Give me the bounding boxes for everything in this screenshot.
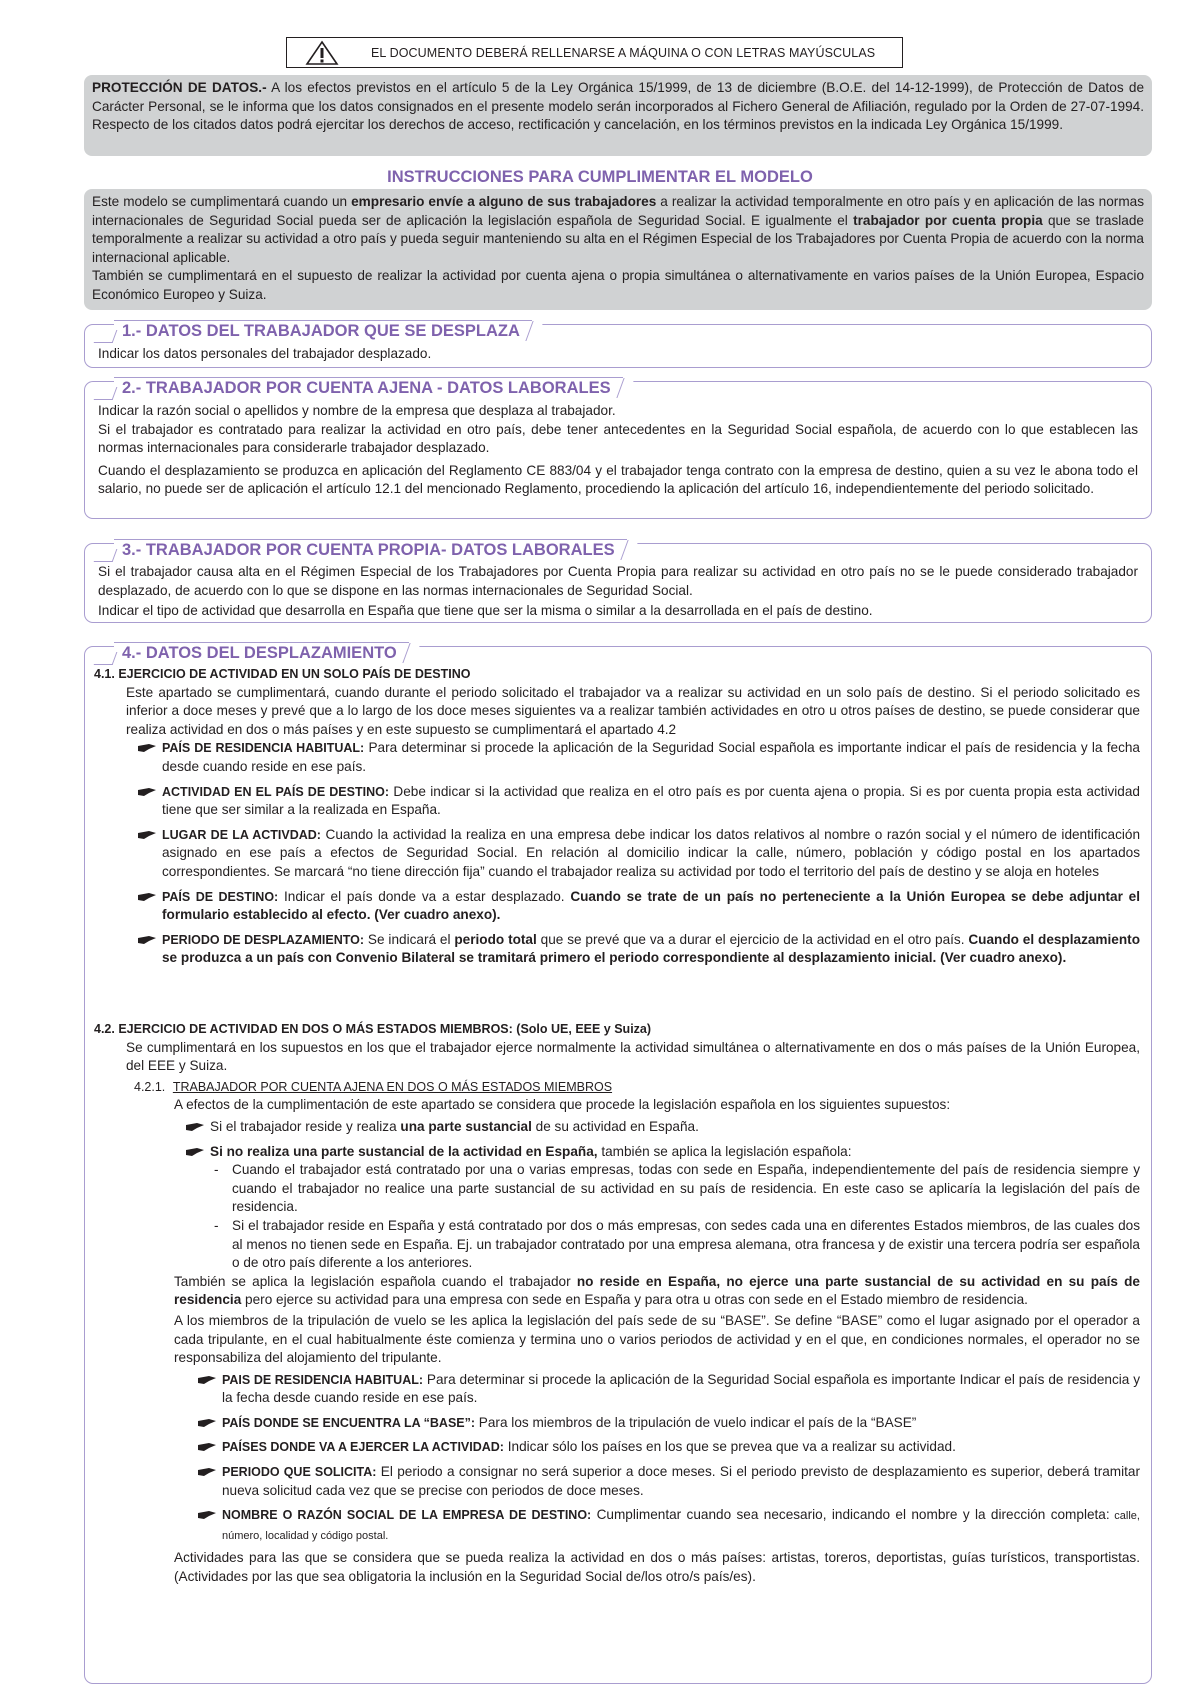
warning-triangle-icon [305,40,339,66]
bullet-paises-actividad: PAÍSES DONDE VA A EJERCER LA ACTIVIDAD: Indicar sólo los países en los que se prevea que va a realizar su actividad. [198,1438,1140,1457]
section-3-body [98,563,1138,621]
pointing-hand-icon [138,787,156,797]
bullet-lugar-actividad: LUGAR DE LA ACTIVDAD: Cuando la actividad la realiza en una empresa debe indicar los datos relativos al nombre o razón social y el número de identificación asignado en ese país a efectos de Seguridad Social. En relación al domicilio indicar la calle, número, población y código postal en los apartados correspondientes. Se marcará “no tiene dirección fija” cuando el trabajador realiza su actividad por todo el territorio del país de destino y se aloja en hoteles [138,826,1140,882]
section-2-paragraph: Cuando el desplazamiento se produzca en aplicación del Reglamento CE 883/04 y el trabajador tenga contrato con la empresa de destino, quien a su vez le abona todo el salario, no puede ser de aplicación el artículo 12.1 del mencionado Reglamento, procediendo la aplicación del artículo 16, independientemente del periodo solicitado. [98,462,1138,497]
subsection-4-2-1-intro: A efectos de la cumplimentación de este apartado se considera que procede la legislación española en los siguientes supuestos: [174,1097,951,1113]
section-2-paragraph: Si el trabajador es contratado para realizar la actividad en otro país, debe tener antecedentes en la Seguridad Social española, de acuerdo con lo que establecen las normas internacionales para considerarle trabajador desplazado. [98,421,1138,456]
data-protection-text: PROTECCIÓN DE DATOS.- A los efectos previstos en el artículo 5 de la Ley Orgánica 15/1999, de 13 de diciembre (B.O.E. del 14-12-1999), de Protección de Datos de Carácter Personal, se le informa que los datos consignados en el presente modelo serán incorporados al Fichero General de Afiliación, regulado por la Orden de 27-07-1994. Respecto de los citados datos podrá ejercitar los derechos de acceso, rectificación y cancelación, en los términos previstos en la indicada Ley Orgánica 15/1999. [92,80,1144,133]
section-1-text: Indicar los datos personales del trabajador desplazado. [98,346,432,361]
section-3-paragraph: Indicar el tipo de actividad que desarrolla en España que tiene que ser la misma o similar a la desarrollada en el país de destino. [98,603,873,619]
bullet-pais-destino: PAÍS DE DESTINO: Indicar el país donde va a estar desplazado. Cuando se trate de un país no perteneciente a la Unión Europea se debe adjuntar el formulario establecido al efecto. (Ver cuadro anexo). [138,888,1140,925]
bullet-pais-residencia: PAÍS DE RESIDENCIA HABITUAL: Para determinar si procede la aplicación de la Seguridad Social española es importante indicar el país de residencia y la fecha desde cuando reside en ese país. [138,739,1140,776]
subsection-4-2-intro: Se cumplimentará en los supuestos en los que el trabajador ejerce normalmente la actividad simultánea o alternativamente en dos o más países de la Unión Europea, del EEE y Suiza. [126,1039,1140,1074]
activities-paragraph: Actividades para las que se considera que se pueda realiza la actividad en dos o más países: artistas, toreros, deportistas, guías turísticos, transportistas. (Actividades por las que sea obligatoria la inclusión en la Seguridad Social de/los otro/s país/es). [174,1550,1140,1585]
bullet-periodo-desplazamiento: PERIODO DE DESPLAZAMIENTO: Se indicará el periodo total que se prevé que va a durar el ejercicio de la actividad en el otro país. Cuando el desplazamiento se produzca a un país con Convenio Bilateral se tramitará primero el periodo correspondiente al desplazamiento inicial. (Ver cuadro anexo). [138,931,1140,968]
bullet-actividad-destino: ACTIVIDAD EN EL PAÍS DE DESTINO: Debe indicar si la actividad que realiza en el otro país es por cuenta ajena o propia. Si es por cuenta propia esta actividad tiene que ser similar a la realizada en España. [138,783,1140,820]
section-3-paragraph: Si el trabajador causa alta en el Régimen Especial de los Trabajadores por Cuenta Propia para realizar su actividad en otro país no se le puede considerado trabajador desplazado, de acuerdo con lo que se dispone en las normas internacionales de Seguridad Social. [98,564,1138,598]
bullet-pais-residencia-habitual: PAIS DE RESIDENCIA HABITUAL: Para determinar si procede la aplicación de la Seguridad Social española es importante Indicar el país de residencia y la fecha desde cuando reside en ese país. [198,1371,1140,1408]
section-2-title: 2.- TRABAJADOR POR CUENTA AJENA - DATOS LABORALES [114,377,623,397]
pointing-hand-icon [138,743,156,753]
instructions-box [84,189,1152,310]
pointing-hand-icon [138,935,156,945]
subsection-4-1-intro: Este apartado se cumplimentará, cuando durante el periodo solicitado el trabajador va a realizar su actividad en un solo país de destino. Si el periodo solicitado es inferior a doce meses y prevé que a lo largo de los doce meses siguientes va a realizar también actividades en otro u otros países de destino, se puede considerar que realiza actividad en dos o más países y en este supuesto se cumplimentará el apartado 4.2 [126,684,1140,737]
section-4-1 [94,665,1140,968]
section-2-paragraph: Indicar la razón social o apellidos y nombre de la empresa que desplaza al trabajador. [98,403,616,418]
pointing-hand-icon [186,1122,204,1132]
also-applies-paragraph: También se aplica la legislación española cuando el trabajador no reside en España, no ejerce una parte sustancial de su actividad en su país de residencia pero ejerce su actividad para una empresa con sede en España y para otra u otras con sede en el Estado miembro de residencia. [174,1273,1140,1308]
dash-item: - Si el trabajador reside en España y está contratado por dos o más empresas, con sedes cada una en diferentes Estados miembros, de las cuales dos al menos no tienen sede en España. Ej. un trabajador contratado por una empresa alemana, otra francesa y de existir una tercera podría ser española o de otro país diferente a los anteriores. [210,1217,1140,1273]
notice-text: EL DOCUMENTO DEBERÁ RELLENARSE A MÁQUINA O CON LETRAS MAYÚSCULAS [371,46,876,60]
pointing-hand-icon [198,1418,216,1428]
subsection-4-2-1-title: 4.2.1. TRABAJADOR POR CUENTA AJENA EN DOS O MÁS ESTADOS MIEMBROS [134,1079,613,1094]
bullet-pais-base: PAÍS DONDE SE ENCUENTRA LA “BASE”: Para los miembros de la tripulación de vuelo indicar el país de la “BASE” [198,1414,1140,1433]
pointing-hand-icon [198,1442,216,1452]
section-3-title: 3.- TRABAJADOR POR CUENTA PROPIA- DATOS LABORALES [114,539,627,559]
pointing-hand-icon [198,1467,216,1477]
bullet-periodo-solicita: PERIODO QUE SOLICITA: El periodo a consignar no será superior a doce meses. Si el periodo previsto de desplazamiento es superior, deberá tramitar nueva solicitud cada vez que se precise con periodos de doce meses. [198,1463,1140,1500]
section-1-title: 1.- DATOS DEL TRABAJADOR QUE SE DESPLAZA [114,320,532,340]
pointing-hand-icon [138,892,156,902]
bullet-empresa-destino: NOMBRE O RAZÓN SOCIAL DE LA EMPRESA DE DESTINO: Cumplimentar cuando sea necesario, indicando el nombre y la dirección completa: calle, número, localidad y código postal. [198,1506,1140,1545]
dash-item: - Cuando el trabajador está contratado por una o varias empresas, todas con sede en España, independientemente del país de residencia siempre y cuando el trabajador no realice una parte sustancial de su actividad en su país de residencia. En este caso se aplicaría la legislación del país de residencia. [210,1161,1140,1217]
pointing-hand-icon [186,1147,204,1157]
bullet-reside-espana: Si el trabajador reside y realiza una parte sustancial de su actividad en España. [186,1118,1140,1137]
data-protection-box [84,75,1152,156]
instructions-paragraph-2: También se cumplimentará en el supuesto de realizar la actividad por cuenta ajena o propia simultánea o alternativamente en varios países de la Unión Europea, Espacio Económico Europeo y Suiza. [92,268,1144,302]
section-4-title: 4.- DATOS DEL DESPLAZAMIENTO [114,642,409,662]
instructions-paragraph-1: Este modelo se cumplimentará cuando un empresario envíe a alguno de sus trabajadores a realizar la actividad temporalmente en otro país y en aplicación de las normas internacionales de Seguridad Social pueda ser de aplicación la legislación española de Seguridad Social. E igualmente el trabajador por cuenta propia que se traslade temporalmente a realizar su actividad a otro país y pueda seguir manteniendo su alta en el Régimen Especial de los Trabajadores por Cuenta Propia de acuerdo con la norma internacional aplicable. [92,194,1144,265]
subsection-4-2-title: 4.2. EJERCICIO DE ACTIVIDAD EN DOS O MÁS ESTADOS MIEMBROS: (Solo UE, EEE y Suiza) [94,1022,652,1036]
typing-notice-banner [286,37,903,68]
flight-crew-paragraph: A los miembros de la tripulación de vuelo se les aplica la legislación del país sede de su “BASE”. Se define “BASE” como el lugar asignado por el operador a cada tripulante, en el cual habitualmente éste comienza y termina uno o varios periodos de actividad y en el que, en condiciones normales, el operador no se responsabiliza del alojamiento del tripulante. [174,1312,1140,1366]
pointing-hand-icon [138,830,156,840]
subsection-4-1-title: 4.1. EJERCICIO DE ACTIVIDAD EN UN SOLO PAÍS DE DESTINO [94,667,471,681]
pointing-hand-icon [198,1510,216,1520]
section-2-body [98,402,1138,499]
section-4-2 [94,1020,1140,1587]
pointing-hand-icon [198,1375,216,1385]
instructions-title: INSTRUCCIONES PARA CUMPLIMENTAR EL MODELO [387,168,813,186]
bullet-no-parte-sustancial: Si no realiza una parte sustancial de la actividad en España, también se aplica la legislación española: [186,1143,1140,1162]
